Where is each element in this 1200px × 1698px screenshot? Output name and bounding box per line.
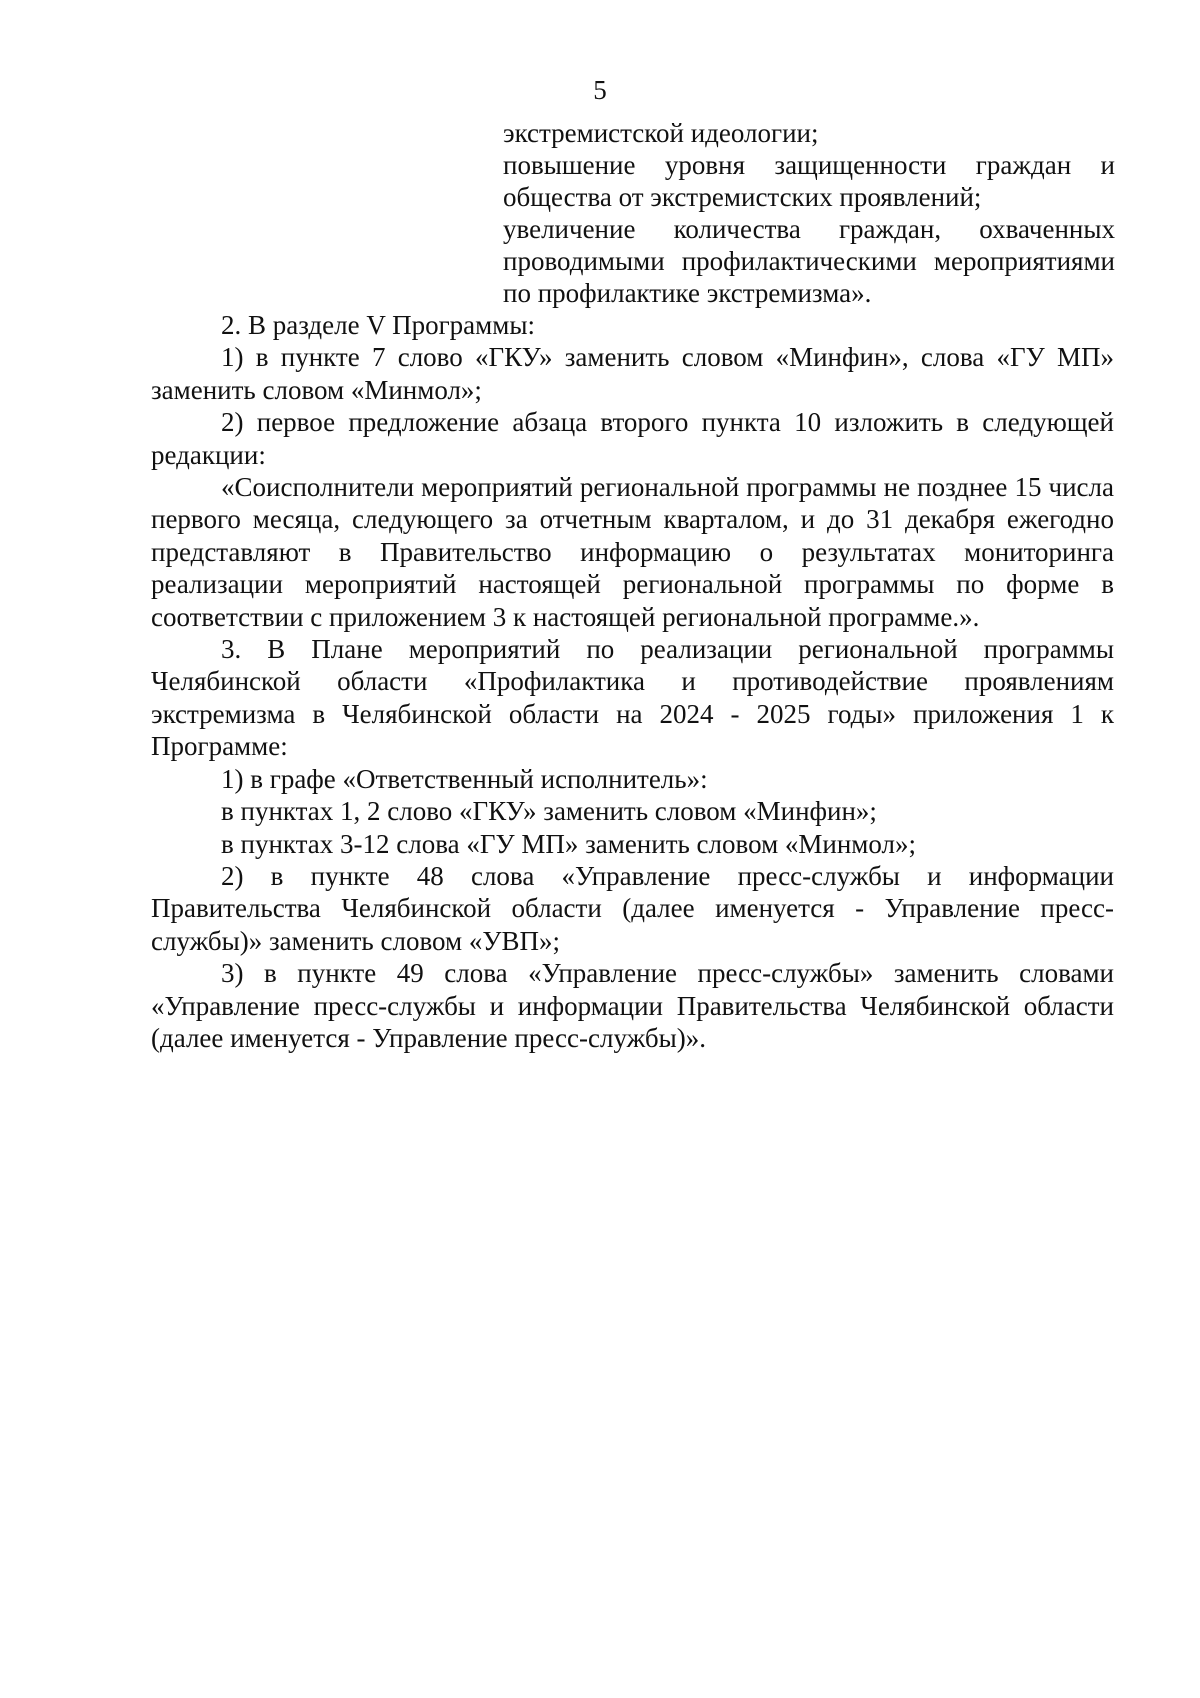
list-item-coverage: увеличение количества граждан, охваченных проводимыми профилактическими мероприятиями по профилактике экстремизма». [503,214,1115,308]
paragraph-plan-3: 3. В Плане мероприятий по реализации региональной программы Челябинской области «Профилактика и противодействие проявлениям экстремизма в Челябинской области на 2024 - 2025 годы» приложения 1 к Программе: [151,634,1114,762]
paragraph-column-1: 1) в графе «Ответственный исполнитель»: [221,763,708,794]
paragraph-item-2: 2) первое предложение абзаца второго пункта 10 изложить в следующей редакции: [151,407,1114,470]
paragraph-points-3-12: в пунктах 3-12 слова «ГУ МП» заменить словом «Минмол»; [221,828,917,859]
continued-list-block [503,117,1115,309]
list-item-security: повышение уровня защищенности граждан и общества от экстремистских проявлений; [503,150,1115,212]
document-body [151,309,1114,1054]
paragraph-point-49: 3) в пункте 49 слова «Управление пресс-службы» заменить словами «Управление пресс-службы и информации Правительства Челябинской области (далее именуется - Управление пресс-службы)». [151,958,1114,1053]
quoted-paragraph: «Соисполнители мероприятий региональной программы не позднее 15 числа первого месяца, следующего за отчетным кварталом, и до 31 декабря ежегодно представляют в Правительство информацию о результатах мониторинга реализации мероприятий настоящей региональной программы по форме в соответствии с приложением 3 к настоящей региональной программе.». [151,472,1114,632]
paragraph-points-1-2: в пунктах 1, 2 слово «ГКУ» заменить словом «Минфин»; [221,796,877,827]
paragraph-point-48: 2) в пункте 48 слова «Управление пресс-службы и информации Правительства Челябинской области (далее именуется - Управление пресс-службы)» заменить словом «УВП»; [151,860,1114,956]
list-item-ideology: экстремистской идеологии; [503,118,819,148]
page-number: 5 [593,75,607,105]
paragraph-item-1: 1) в пункте 7 слово «ГКУ» заменить словом «Минфин», слова «ГУ МП» заменить словом «Минмол»; [151,342,1114,405]
section-heading-v: 2. В разделе V Программы: [221,310,535,340]
